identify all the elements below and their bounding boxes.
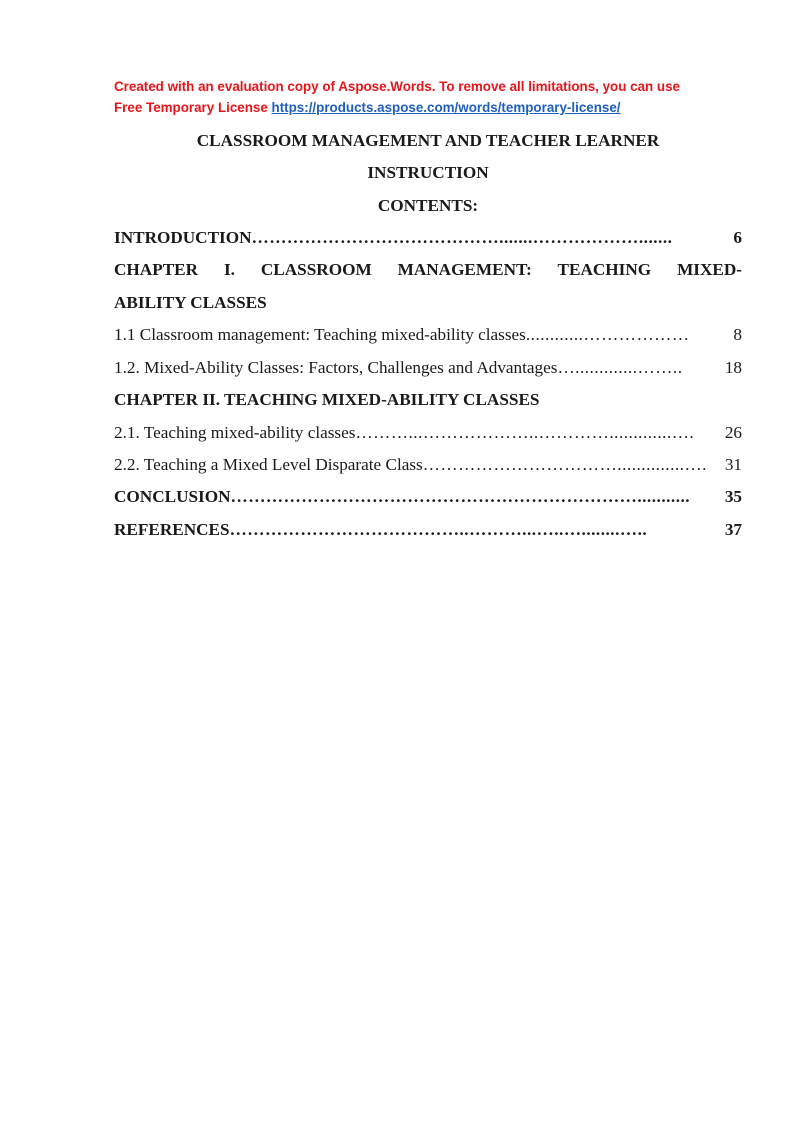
temporary-license-link[interactable]: https://products.aspose.com/words/temporary-license/ (271, 100, 621, 115)
toc-entry-references[interactable] (114, 519, 742, 541)
toc-leader: ……………………………..............…. (422, 455, 707, 474)
contents-heading: CONTENTS: (377, 196, 479, 215)
toc-leader: ............……………… (525, 325, 690, 344)
document-title-line2: INSTRUCTION (367, 163, 489, 182)
toc-entry-label: REFERENCES (114, 520, 230, 539)
toc-page-number: 35 (724, 487, 742, 506)
evaluation-notice-line1: Created with an evaluation copy of Aspose.Words. To remove all limitations, you can use (114, 79, 681, 94)
toc-entry-label: 2.1. Teaching mixed-ability classes (114, 423, 356, 442)
toc-entry-label: 1.2. Mixed-Ability Classes: Factors, Challenges and Advantages (114, 358, 558, 377)
evaluation-notice (114, 76, 754, 118)
toc-entry-1-1[interactable] (114, 324, 742, 346)
toc-entry-1-2[interactable] (114, 357, 742, 379)
toc-entry-introduction[interactable] (114, 227, 742, 249)
toc-entry-2-1[interactable] (114, 422, 742, 444)
toc-page-number: 18 (724, 358, 742, 377)
toc-page-number: 31 (724, 455, 742, 474)
toc-entry-label: 1.1 Classroom management: Teaching mixed-ability classes (114, 325, 526, 344)
toc-entry-conclusion[interactable] (114, 486, 742, 508)
toc-leader: ………...………………..………….............…. (355, 423, 695, 442)
toc-page-number: 6 (733, 228, 742, 247)
toc-leader: ….............…….. (557, 358, 683, 377)
document-title-line1: CLASSROOM MANAGEMENT AND TEACHER LEARNER (196, 131, 660, 150)
toc-chapter-2[interactable]: CHAPTER II. TEACHING MIXED-ABILITY CLASSES (114, 390, 540, 409)
toc-leader: …………………………………..………...…..…........….. (229, 520, 648, 539)
toc-page-number: 26 (724, 423, 742, 442)
toc-entry-label: INTRODUCTION (114, 228, 252, 247)
toc-entry-label: 2.2. Teaching a Mixed Level Disparate Class (114, 455, 423, 474)
evaluation-notice-line2 (114, 97, 754, 118)
toc-chapter-1-line1[interactable]: CHAPTER I. CLASSROOM MANAGEMENT: TEACHING MIXED- (114, 260, 742, 279)
toc-page-number: 37 (724, 520, 742, 539)
toc-page-number: 8 (733, 325, 742, 344)
license-label: Free Temporary License (114, 100, 272, 115)
toc-leader: ……………………………………………………………........... (230, 487, 691, 506)
toc-entry-label: CONCLUSION (114, 487, 231, 506)
toc-leader: …………………………………….......………………....... (251, 228, 673, 247)
toc-entry-2-2[interactable] (114, 454, 742, 476)
toc-chapter-1-line2[interactable]: ABILITY CLASSES (114, 293, 267, 312)
